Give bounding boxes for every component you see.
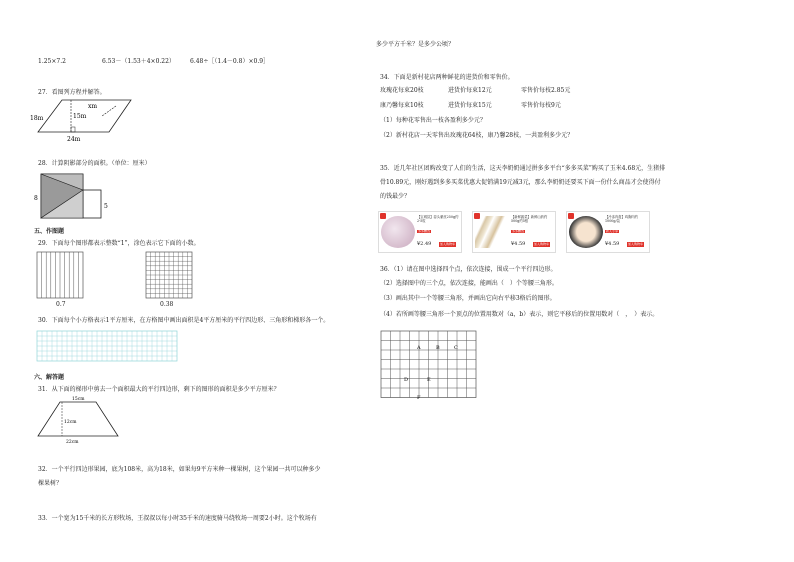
q34-row2-buy: 进货价每束15元 xyxy=(448,102,492,109)
q29-hundredths-figure xyxy=(145,251,193,299)
q29-caption-1: 0.7 xyxy=(56,301,66,308)
q34-row1-name: 玫瑰花每束20枝 xyxy=(380,87,424,94)
q28-text: 28．计算阴影部分的面积。（单位：厘米） xyxy=(38,160,151,167)
section-6-heading: 六、解答题 xyxy=(34,374,65,381)
q34-row1-buy: 进货价每束12元 xyxy=(448,87,492,94)
label-18m: 18m xyxy=(30,115,44,122)
label-5: 5 xyxy=(104,203,108,210)
label-24m: 24m xyxy=(67,136,81,143)
q27-parallelogram-figure xyxy=(30,98,140,143)
q32-line-1: 32．一个平行四边形果园，底为108米，高为18米，如果每9平方米种一棵果树，这个果园一共可以种多少 xyxy=(38,466,321,473)
q35-line-1: 35．近几年社区团购改变了人们的生活，这天李奶奶通过拼多多平台“多多买菜”购买了玉米4.68元，生猪排 xyxy=(380,165,666,172)
yam-image xyxy=(475,216,509,248)
q31-text: 31．从下面的梯形中剪去一个面积最大的平行四边形，剩下的图形的面积是多少平方厘米？ xyxy=(38,386,280,393)
q34-row2-name: 康乃馨每束10枝 xyxy=(380,102,424,109)
label-15m: 15m xyxy=(73,113,87,120)
q30-square-grid[interactable] xyxy=(36,330,178,362)
product-card-chicken[interactable] xyxy=(566,211,650,253)
q34-sub-1: （1）每种花零售出一枝各盈利多少元？ xyxy=(380,117,486,124)
product-tag: 多多精选 xyxy=(512,229,525,233)
product-title: 【宝城县】蒜头紫皮250g约2-5粒 xyxy=(417,215,459,223)
label-height: 12cm xyxy=(64,420,77,425)
q36-line-1: 36．（1）请在图中选择四个点，依次连接，围成一个平行四边形。 xyxy=(380,266,557,273)
point-label-E: E xyxy=(427,377,431,383)
point-label-B: B xyxy=(436,345,440,351)
point-label-F: F xyxy=(417,395,421,401)
q29-text: 29．下面每个图形都表示整数“1”，涂色表示它下面的小数。 xyxy=(38,240,200,247)
chicken-logo-icon xyxy=(568,213,574,219)
calc-item-3: 6.48÷［（1.4－0.8）×0.9］ xyxy=(190,58,270,65)
q28-shaded-figure xyxy=(36,172,111,222)
add-to-cart-button[interactable]: 加入购物车 xyxy=(440,242,456,246)
yam-logo-icon xyxy=(474,213,480,219)
label-8: 8 xyxy=(34,195,38,202)
calc-item-2: 6.53－（1.53＋4×0.22） xyxy=(102,58,175,65)
product-tag: 新人专享 xyxy=(606,229,619,233)
q36-line-2: （2）选择图中的三个点，依次连接，能画出（ ）个等腰三角形。 xyxy=(380,280,558,287)
add-to-cart-button[interactable]: 加入购物车 xyxy=(628,242,644,246)
product-title: 【冷冻肉禽】鸡胸肉约1000g/袋 xyxy=(605,215,638,223)
q29-caption-2: 0.38 xyxy=(160,301,174,308)
q34-intro: 34．下面是新村花店两种鲜花的进货价和零售价。 xyxy=(380,74,514,81)
q35-line-2: 骨10.89元，刚好遇到多多买菜优惠大促销满19元减3元，那么李奶奶还要买下面一份什么商品才会使得付 xyxy=(380,179,661,186)
q32-line-2: 棵果树？ xyxy=(38,480,63,487)
q33-continuation: 多少平方千米？是多少公顷？ xyxy=(376,41,455,48)
q35-line-3: 的钱最少？ xyxy=(380,193,411,200)
chicken-image xyxy=(569,216,603,248)
product-price: ¥2.49 xyxy=(417,241,432,247)
q31-trapezoid-figure xyxy=(34,396,124,446)
q34-sub-2: （2）新村花店一天零售出玫瑰花64枝，康乃馨28枝，一共盈利多少元？ xyxy=(380,132,574,139)
q36-point-grid[interactable] xyxy=(380,330,490,402)
calc-item-1: 1.25×7.2 xyxy=(38,58,66,65)
q33-line-1: 33．一个宽为15千米的长方形牧场，王叔叔以每小时35千米的速度骑马绕牧场一周要2小时。这个牧场有 xyxy=(38,515,317,522)
q27-text: 27．看图列方程并解答。 xyxy=(38,89,106,96)
label-top: 15cm xyxy=(72,397,85,402)
q36-line-3: （3）画出其中一个等腰三角形，并画出它向右平移3格后的图形。 xyxy=(380,295,556,302)
product-card-yam[interactable] xyxy=(472,211,556,253)
point-label-C: C xyxy=(454,345,458,351)
label-xm: xm xyxy=(88,103,98,110)
label-bottom: 22cm xyxy=(66,440,79,445)
section-5-heading: 五、作图题 xyxy=(34,228,65,235)
product-tag: 多多精选 xyxy=(418,229,431,233)
point-label-A: A xyxy=(417,345,421,351)
q29-tenths-figure xyxy=(36,251,86,299)
point-label-D: D xyxy=(404,377,409,383)
product-price: ¥4.59 xyxy=(605,241,620,247)
product-title: 【新鲜蔬菜】新鲜山药约500g约5根 xyxy=(511,215,548,223)
q34-row1-sell: 零售价每枝2.85元 xyxy=(521,87,571,94)
product-price: ¥4.59 xyxy=(511,241,526,247)
garlic-image xyxy=(381,216,415,248)
garlic-logo-icon xyxy=(380,213,386,219)
q36-line-4: （4）若所画等腰三角形一个顶点的位置用数对（a，b）表示，则它平移后的位置用数对（ ， ）表示。 xyxy=(380,311,659,318)
product-card-garlic[interactable] xyxy=(378,211,462,253)
q34-row2-sell: 零售价每枝9元 xyxy=(521,102,561,109)
q30-text: 30．下面每个小方格表示1平方厘米，在方格图中画出面积是4平方厘米的平行四边形、三角形和梯形各一个。 xyxy=(38,317,330,324)
add-to-cart-button[interactable]: 加入购物车 xyxy=(534,242,550,246)
